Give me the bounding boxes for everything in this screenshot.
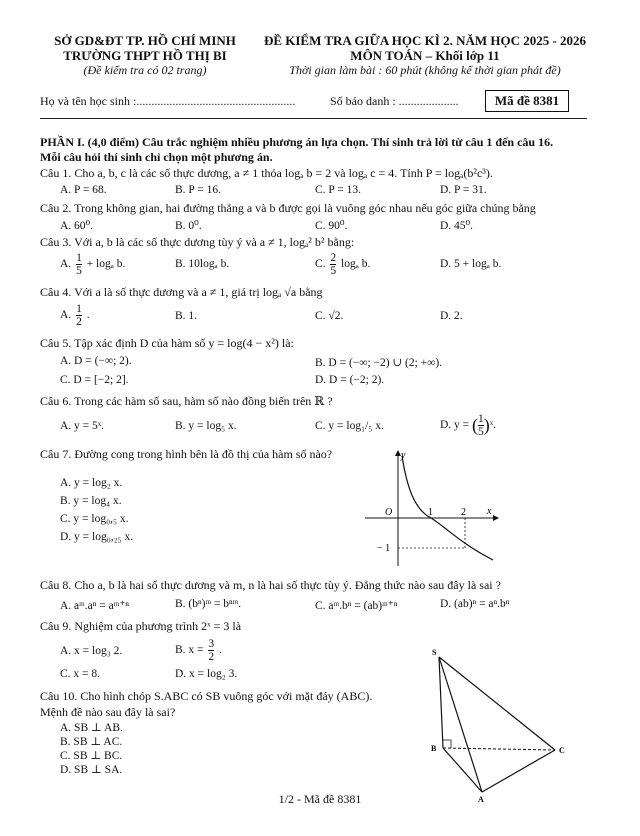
log-graph — [355, 448, 500, 573]
q7-option-d: D. y = log₀,₂₅ x. — [60, 531, 134, 543]
graph-curve — [402, 456, 493, 560]
q9-option-b: B. x = $\frac{3}{2}$ . — [175, 638, 222, 663]
exam-title: ĐỀ KIỂM TRA GIỮA HỌC KÌ 2. NĂM HỌC 2025 - 2026 — [263, 33, 587, 48]
header-department: SỞ GD&ĐT TP. HỒ CHÍ MINH — [54, 33, 236, 48]
student-name-field: Họ và tên học sinh :..................................................... — [40, 94, 296, 108]
graph-tick-1: 1 — [428, 507, 433, 518]
q4-option-a: A. $\frac{1}{2}$ . — [60, 303, 90, 328]
edge-sa — [439, 657, 482, 792]
q4-a-fraction: $\frac{1}{2}$ — [76, 303, 82, 328]
edge-sc — [439, 657, 555, 750]
q1-option-a: A. P = 68. — [60, 184, 107, 196]
q8-option-c: C. aᵐ.bⁿ = (ab)ᵐ⁺ⁿ — [315, 600, 398, 612]
q4-option-b: B. 1. — [175, 310, 198, 322]
q10-option-a: A. SB ⊥ AB. — [60, 722, 123, 734]
q8-option-d: D. (ab)ⁿ = aⁿ.bⁿ — [440, 598, 510, 610]
q6-option-a: A. y = 5ˣ. — [60, 420, 104, 432]
q5-option-b: B. D = (−∞; −2) ∪ (2; +∞). — [315, 357, 443, 369]
q1-option-c: C. P = 13. — [315, 184, 361, 196]
q3-option-c: C. $\frac{2}{5}$ logₐ b. — [315, 252, 371, 277]
q10-option-c: C. SB ⊥ BC. — [60, 750, 123, 762]
q10-option-d: D. SB ⊥ SA. — [60, 764, 123, 776]
vertex-c-label: C — [559, 746, 565, 755]
graph-y-label: y — [401, 450, 406, 461]
graph-tick-neg1: − 1 — [377, 543, 391, 554]
header-page-count: (Đề kiểm tra có 02 trang) — [83, 63, 207, 77]
question-3: Câu 3. Với a, b là các số thực dương tùy ý và a ≠ 1, logₐ² b² bằng: — [40, 235, 355, 249]
q10-option-b: B. SB ⊥ AC. — [60, 736, 123, 748]
q2-option-a: A. 60⁰. — [60, 220, 94, 232]
q8-option-a: A. aᵐ.aⁿ = aᵐ⁺ⁿ — [60, 600, 130, 612]
question-10: Câu 10. Cho hình chóp S.ABC có SB vuông góc với mặt đáy (ABC). — [40, 689, 373, 703]
part1-instruction: PHẦN I. (4,0 điểm) Câu trắc nghiệm nhiều phương án lựa chọn. Thí sinh trả lời từ câu 1 đến câu 16. — [40, 135, 554, 149]
question-1: Câu 1. Cho a, b, c là các số thực dương, a ≠ 1 thỏa logₐ b = 2 và logₐ c = 4. Tính P = logₐ(b²c³). — [40, 166, 493, 180]
exam-duration: Thời gian làm bài : 60 phút (không kể thời gian phát đề) — [289, 63, 561, 77]
q1-option-d: D. P = 31. — [440, 184, 487, 196]
q3-option-b: B. 10logₐ b. — [175, 258, 230, 270]
q2-option-d: D. 45⁰. — [440, 220, 474, 232]
q6-option-b: B. y = log₅ x. — [175, 420, 237, 432]
q9-option-a: A. x = log₃ 2. — [60, 645, 123, 657]
pyramid-figure — [420, 645, 580, 805]
q6-d-paren-open: ( — [472, 415, 479, 435]
q9-b-fraction: $\frac{3}{2}$ — [208, 638, 215, 663]
q9-option-d: D. x = log₂ 3. — [175, 668, 238, 680]
q9-option-c: C. x = 8. — [60, 668, 101, 680]
header-divider — [40, 118, 587, 119]
q1-option-b: B. P = 16. — [175, 184, 221, 196]
q2-option-b: B. 0⁰. — [175, 220, 202, 232]
q4-option-d: D. 2. — [440, 310, 463, 322]
q5-option-d: D. D = (−2; 2). — [315, 374, 385, 386]
page-footer: 1/2 - Mã đề 8381 — [278, 792, 362, 806]
q5-option-a: A. D = (−∞; 2). — [60, 355, 132, 367]
q4-option-c: C. √2. — [315, 310, 344, 322]
graph-x-label: x — [487, 506, 492, 517]
q5-option-c: C. D = [−2; 2]. — [60, 374, 129, 386]
vertex-b-label: B — [431, 744, 437, 753]
q6-d-fraction: $\frac{1}{5}$ — [478, 413, 484, 438]
question-5: Câu 5. Tập xác định D của hàm số y = log(4 − x²) là: — [40, 336, 294, 350]
edge-ac — [482, 750, 555, 792]
question-2: Câu 2. Trong không gian, hai đường thẳng a và b được gọi là vuông góc nhau nếu góc giữa chúng bằng — [40, 201, 536, 215]
q7-option-c: C. y = log₀,₅ x. — [60, 513, 129, 525]
q2-option-c: C. 90⁰. — [315, 220, 348, 232]
question-4: Câu 4. Với a là số thực dương và a ≠ 1, giá trị logₐ √a bằng — [40, 285, 323, 299]
q3-c-fraction: $\frac{2}{5}$ — [330, 252, 337, 277]
q3-a-fraction: $\frac{1}{5}$ — [76, 252, 82, 277]
graph-origin-label: O — [385, 507, 393, 518]
question-8: Câu 8. Cho a, b là hai số thực dương và m, n là hai số thực tùy ý. Đẳng thức nào sau đây là sai ? — [40, 578, 501, 592]
q6-option-c: C. y = log₁/₅ x. — [315, 420, 384, 432]
edge-bc — [443, 748, 555, 750]
q3-option-a: A. $\frac{1}{5}$ + logₐ b. — [60, 252, 126, 277]
right-angle-mark — [443, 740, 451, 748]
question-10-prompt: Mệnh đề nào sau đây là sai? — [40, 705, 176, 719]
graph-x-arrow — [493, 515, 499, 521]
part1-instruction-2: Mỗi câu hỏi thí sinh chỉ chọn một phương án. — [40, 150, 273, 164]
q8-option-b: B. (bⁿ)ᵐ = bⁿᵐ. — [175, 598, 242, 610]
graph-tick-2: 2 — [461, 507, 466, 518]
q3-option-d: D. 5 + logₐ b. — [440, 258, 502, 270]
q7-option-a: A. y = log₂ x. — [60, 477, 123, 489]
edge-ba — [443, 748, 482, 792]
vertex-a-label: A — [478, 795, 484, 804]
vertex-s-label: S — [432, 648, 437, 657]
q6-option-d: D. y = ( $\frac{1}{5}$ )ˣ. — [440, 413, 496, 438]
question-6: Câu 6. Trong các hàm số sau, hàm số nào đồng biến trên ℝ ? — [40, 394, 333, 408]
question-7: Câu 7. Đường cong trong hình bên là đồ thị của hàm số nào? — [40, 447, 333, 461]
student-id-field: Số báo danh : .................... — [330, 94, 459, 108]
question-9: Câu 9. Nghiệm của phương trình 2ˣ = 3 là — [40, 619, 242, 633]
exam-code-box: Mã đề 8381 — [485, 90, 569, 112]
q7-option-b: B. y = log₄ x. — [60, 495, 122, 507]
edge-sb — [439, 657, 443, 748]
header-school: TRƯỜNG THPT HỒ THỊ BI — [63, 48, 227, 63]
q6-d-paren-close: ) — [483, 415, 490, 435]
exam-subject: MÔN TOÁN – Khối lớp 11 — [350, 48, 500, 63]
